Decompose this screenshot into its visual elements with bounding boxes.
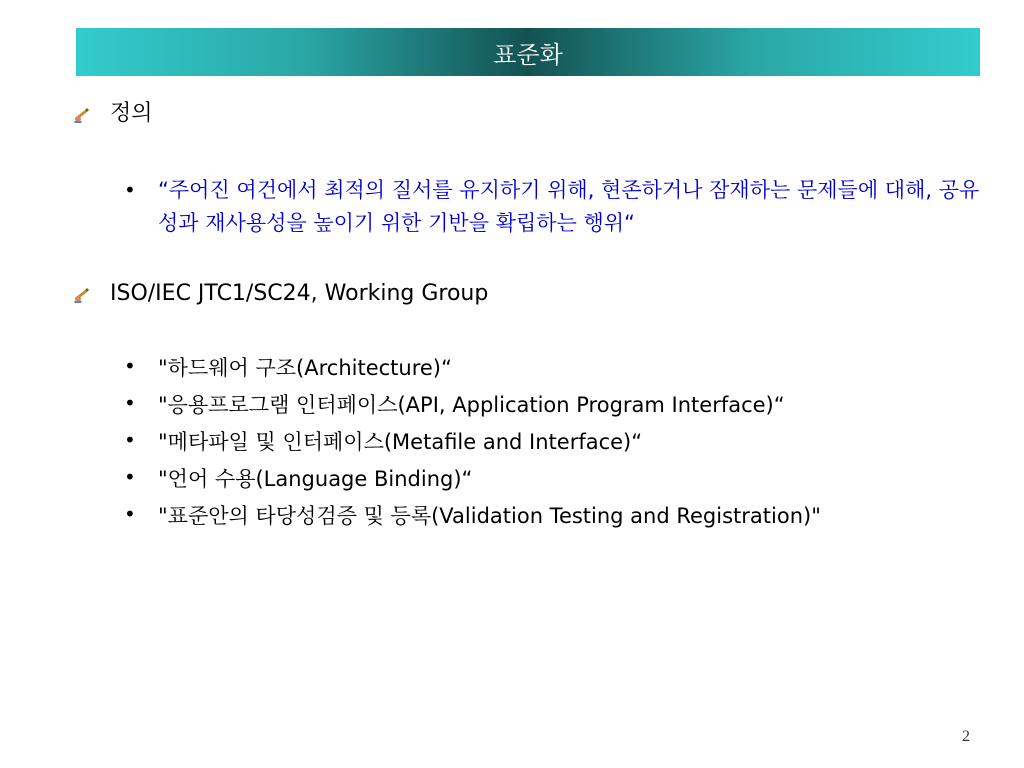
iso-heading [72,280,488,308]
bullet-dot: • [124,465,136,489]
title-bar [76,28,980,76]
definition-heading [72,100,153,128]
list-item-text: "언어 수용(Language Binding)“ [158,467,473,491]
list-item [124,461,821,498]
list-item [124,350,821,387]
list-item-text: "응용프로그램 인터페이스(API, Application Program Interface)“ [158,393,785,417]
page-number: 2 [962,728,970,745]
pencil-hand-icon [72,104,92,124]
iso-heading-text: ISO/IEC JTC1/SC24, Working Group [110,281,489,306]
list-item [124,498,821,535]
definition-text: “주어진 여건에서 최적의 질서를 유지하기 위해, 현존하거나 잠재하는 문제들에 대해, 공유성과 재사용성을 높이기 위한 기반을 확립하는 행위“ [158,178,980,235]
working-group-list [124,350,821,535]
bullet-dot: • [124,178,136,202]
definition-item [124,174,994,240]
list-item [124,424,821,461]
bullet-dot: • [124,428,136,452]
bullet-dot: • [124,354,136,378]
list-item [124,387,821,424]
definition-heading-text: 정의 [110,101,153,126]
bullet-dot: • [124,502,136,526]
bullet-dot: • [124,391,136,415]
slide-title: 표준화 [493,40,563,69]
list-item-text: "메타파일 및 인터페이스(Metafile and Interface)“ [158,430,643,454]
list-item-text: "하드웨어 구조(Architecture)“ [158,356,452,380]
pencil-hand-icon [72,284,92,304]
list-item-text: "표준안의 타당성검증 및 등록(Validation Testing and Registration)" [158,504,821,528]
